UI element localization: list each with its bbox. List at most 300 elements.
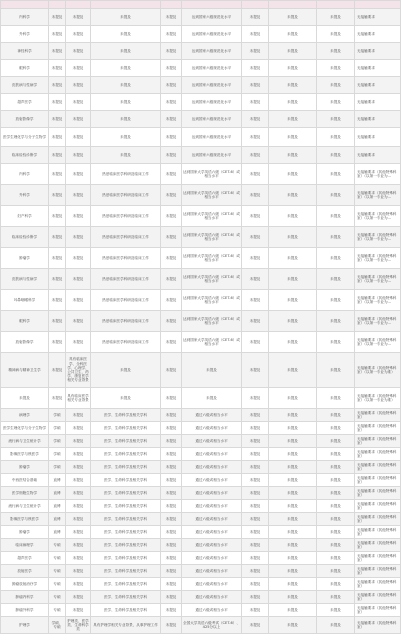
table-cell: 未提及 bbox=[66, 332, 91, 353]
table-cell: 通过六级或相当水平 bbox=[182, 487, 242, 500]
table-cell: 未提及 bbox=[317, 500, 355, 513]
table-cell: 未提及 bbox=[269, 111, 317, 128]
table-cell: 未提及 bbox=[161, 147, 182, 164]
table-cell: 未提及 bbox=[242, 227, 269, 248]
table-cell: 医学、生命科学及相关学科 bbox=[91, 552, 161, 565]
table-cell: 未提及 bbox=[317, 94, 355, 111]
table-cell: 未提及 bbox=[269, 9, 317, 26]
table-cell: 未提及 bbox=[66, 435, 91, 448]
table-cell: 超声医学 bbox=[1, 552, 49, 565]
table-cell: 未提及 bbox=[317, 147, 355, 164]
table-cell: 未提及 bbox=[242, 164, 269, 185]
table-cell: 未提及 bbox=[269, 60, 317, 77]
table-cell: 未提及 bbox=[161, 26, 182, 43]
table-cell: 未提及 bbox=[49, 43, 66, 60]
table-cell: 热爱临床医学科研及临床工作 bbox=[91, 290, 161, 311]
table-cell: 具有护理学相关专业背景，从事护理工作 bbox=[91, 617, 161, 634]
table-cell: 通过六级或相当水平 bbox=[182, 604, 242, 617]
table-cell: 未提及 bbox=[49, 353, 66, 388]
table-cell: 医学、生命科学及相关学科 bbox=[91, 513, 161, 526]
table-cell: 医学、生命科学及相关学科 bbox=[91, 565, 161, 578]
table-cell: 无接触要求（其他特殊科室） bbox=[355, 617, 401, 634]
table-cell: 无接触要求（其他特殊科室） bbox=[355, 487, 401, 500]
table-cell: 未提及 bbox=[242, 604, 269, 617]
table-cell: 未提及 bbox=[66, 60, 91, 77]
table-cell: 肿瘤放射治疗学 bbox=[1, 578, 49, 591]
table-row bbox=[1, 290, 401, 311]
table-cell: 无接触要求 bbox=[355, 147, 401, 164]
table-cell: 未提及 bbox=[317, 409, 355, 422]
table-cell: 未提及 bbox=[66, 111, 91, 128]
table-cell: 皮肤病与性病学 bbox=[1, 269, 49, 290]
table-cell: 达到国家六级规范化水平 bbox=[182, 94, 242, 111]
table-cell: 未提及 bbox=[49, 164, 66, 185]
table-cell: 未提及 bbox=[317, 269, 355, 290]
table-cell: 热爱临床医学科研及临床工作 bbox=[91, 227, 161, 248]
table-cell: 未提及 bbox=[269, 422, 317, 435]
table-cell: 未提及 bbox=[317, 461, 355, 474]
table-cell: 学硕 bbox=[49, 461, 66, 474]
table-cell: 未提及 bbox=[242, 526, 269, 539]
table-cell: 未提及 bbox=[66, 474, 91, 487]
table-cell: 未提及 bbox=[49, 206, 66, 227]
table-cell: 未提及 bbox=[161, 290, 182, 311]
table-cell: 未提及 bbox=[161, 526, 182, 539]
table-cell: 无接触要求（其他特殊科室） bbox=[355, 604, 401, 617]
table-cell: 医学、生命科学及相关学科 bbox=[91, 500, 161, 513]
table-cell: 未提及 bbox=[49, 269, 66, 290]
table-cell: 未提及 bbox=[269, 147, 317, 164]
table-cell: 未提及 bbox=[242, 539, 269, 552]
table-cell: 具有临床医学、全科医学、心理学、公共卫生、药学、康复医学相关专业背景 bbox=[66, 353, 91, 388]
table-cell: 未提及 bbox=[269, 578, 317, 591]
table-cell: 放射医学 bbox=[1, 565, 49, 578]
table-cell: 未提及 bbox=[269, 269, 317, 290]
table-cell: 未提及 bbox=[242, 77, 269, 94]
table-cell: 无接触要求（其他特殊科室） bbox=[355, 578, 401, 591]
table-cell: 未提及 bbox=[269, 290, 317, 311]
table-cell: 未提及 bbox=[49, 147, 66, 164]
table-cell: 未提及 bbox=[66, 269, 91, 290]
table-cell: 未提及 bbox=[66, 422, 91, 435]
table-cell: 专硕 bbox=[49, 539, 66, 552]
table-cell: 未提及 bbox=[317, 111, 355, 128]
table-cell: 未提及 bbox=[269, 311, 317, 332]
table-cell: 未提及 bbox=[317, 9, 355, 26]
table-cell: 未提及 bbox=[269, 43, 317, 60]
table-cell: 未提及 bbox=[66, 578, 91, 591]
table-cell: 未提及 bbox=[66, 94, 91, 111]
table-cell: 通过六级或相当水平 bbox=[182, 500, 242, 513]
table-cell: 达到国家六级规范化水平 bbox=[182, 43, 242, 60]
table-cell: 达到国家大学英语六级（CET-6）或相当水平 bbox=[182, 227, 242, 248]
table-row bbox=[1, 206, 401, 227]
table-cell: 全国大学英语六级考试（CET-6）、425分以上 bbox=[182, 617, 242, 634]
header-cell bbox=[242, 1, 269, 9]
table-cell: 未提及 bbox=[49, 128, 66, 147]
table-cell: 未提及 bbox=[269, 474, 317, 487]
table-cell: 无接触要求（其他特殊科室） bbox=[355, 474, 401, 487]
table-cell: 未提及 bbox=[317, 206, 355, 227]
table-cell: 无接触要求（其他特殊科室） bbox=[355, 513, 401, 526]
table-row bbox=[1, 9, 401, 26]
table-cell: 通过六级或相当水平 bbox=[182, 409, 242, 422]
table-cell: 医学生理化学与分子生物学 bbox=[1, 422, 49, 435]
table-cell: 无接触要求（其他特殊科室）（以第一专业为… bbox=[355, 311, 401, 332]
table-cell: 中西医结合基础 bbox=[1, 474, 49, 487]
table-cell: 未提及 bbox=[269, 353, 317, 388]
table-cell: 热爱临床医学科研及临床工作 bbox=[91, 164, 161, 185]
table-cell: 未提及 bbox=[269, 604, 317, 617]
table-cell: 未提及 bbox=[317, 26, 355, 43]
table-cell: 通过六级或相当水平 bbox=[182, 513, 242, 526]
table-cell: 未提及 bbox=[242, 43, 269, 60]
table-cell: 直博 bbox=[49, 487, 66, 500]
table-cell: 无接触要求（其他特殊科室） bbox=[355, 552, 401, 565]
table-cell: 未提及 bbox=[91, 9, 161, 26]
table-cell: 未提及 bbox=[49, 111, 66, 128]
table-cell: 无接触要求（其他特殊科室）（以第一专业为… bbox=[355, 290, 401, 311]
table-row bbox=[1, 353, 401, 388]
table-cell: 未提及 bbox=[161, 60, 182, 77]
table-row bbox=[1, 461, 401, 474]
table-cell: 未提及 bbox=[91, 128, 161, 147]
table-cell: 未提及 bbox=[242, 500, 269, 513]
table-cell: 专硕 bbox=[49, 591, 66, 604]
table-cell: 无接触要求（其他特殊科室） bbox=[355, 435, 401, 448]
table-cell: 未提及 bbox=[269, 248, 317, 269]
table-cell: 未提及 bbox=[161, 578, 182, 591]
table-cell: 神经科学 bbox=[1, 43, 49, 60]
table-cell: 未提及 bbox=[317, 60, 355, 77]
table-cell: 无接触要求 bbox=[355, 26, 401, 43]
table-cell: 未提及 bbox=[66, 604, 91, 617]
table-cell: 达到国家大学英语六级（CET-6）或相当水平 bbox=[182, 332, 242, 353]
table-cell: 医学、生命科学及相关学科 bbox=[91, 448, 161, 461]
table-cell: 未提及 bbox=[66, 164, 91, 185]
table-cell: 无接触要求（其他特殊科室）（以第一专业为准） bbox=[355, 388, 401, 409]
table-cell: 达到国家大学英语六级（CET-6）或相当水平 bbox=[182, 185, 242, 206]
table-cell: 医学、生命科学及相关学科 bbox=[91, 435, 161, 448]
table-cell: 未提及 bbox=[161, 461, 182, 474]
table-cell: 未提及 bbox=[242, 94, 269, 111]
table-row bbox=[1, 448, 401, 461]
table-cell: 无接触要求（其他特殊科室） bbox=[355, 409, 401, 422]
table-row bbox=[1, 604, 401, 617]
table-cell: 未提及 bbox=[269, 500, 317, 513]
table-cell: 未提及 bbox=[269, 513, 317, 526]
table-row bbox=[1, 474, 401, 487]
table-cell: 未提及 bbox=[242, 474, 269, 487]
table-cell: 医学、生命科学及相关学科 bbox=[91, 578, 161, 591]
table-cell: 未提及 bbox=[317, 591, 355, 604]
table-cell: 未提及 bbox=[317, 539, 355, 552]
table-row bbox=[1, 111, 401, 128]
table-cell: 通过六级或相当水平 bbox=[182, 552, 242, 565]
table-cell: 无接触要求 bbox=[355, 9, 401, 26]
header-cell bbox=[317, 1, 355, 9]
table-cell: 未提及 bbox=[161, 353, 182, 388]
table-cell: 无接触要求（其他特殊科室）（以第一专业为… bbox=[355, 248, 401, 269]
table-cell: 未提及 bbox=[242, 147, 269, 164]
table-cell: 未提及 bbox=[242, 60, 269, 77]
table-row bbox=[1, 526, 401, 539]
table-header-row bbox=[1, 1, 401, 9]
table-cell: 医学、生命科学及相关学科 bbox=[91, 604, 161, 617]
table-cell: 达到国家六级规范化水平 bbox=[182, 9, 242, 26]
table-cell: 达到国家大学英语六级（CET-6）或相当水平 bbox=[182, 290, 242, 311]
table-row bbox=[1, 552, 401, 565]
table-row bbox=[1, 409, 401, 422]
table-cell: 未提及 bbox=[161, 513, 182, 526]
table-cell: 未提及 bbox=[317, 164, 355, 185]
table-row bbox=[1, 77, 401, 94]
table-cell: 护理学 bbox=[1, 617, 49, 634]
table-cell: 未提及 bbox=[269, 409, 317, 422]
table-cell: 医学、生命科学及相关学科 bbox=[91, 526, 161, 539]
table-cell: 未提及 bbox=[49, 332, 66, 353]
table-cell: 未提及 bbox=[317, 435, 355, 448]
table-cell: 无接触要求 bbox=[355, 128, 401, 147]
table-cell: 未提及 bbox=[66, 409, 91, 422]
table-cell: 未提及 bbox=[317, 422, 355, 435]
table-cell: 未提及 bbox=[91, 94, 161, 111]
table-cell: 肿瘤学 bbox=[1, 526, 49, 539]
table-row bbox=[1, 422, 401, 435]
table-cell: 无接触要求（其他特殊科室）（以第一专业为… bbox=[355, 185, 401, 206]
table-cell: 未提及 bbox=[269, 26, 317, 43]
table-cell: 无接触要求（其他特殊科室）（以第一专业为… bbox=[355, 227, 401, 248]
table-cell: 医学、生命科学及相关学科 bbox=[91, 591, 161, 604]
table-cell: 未提及 bbox=[269, 539, 317, 552]
table-row bbox=[1, 500, 401, 513]
table-cell: 未提及 bbox=[161, 487, 182, 500]
table-row bbox=[1, 94, 401, 111]
table-cell: 未提及 bbox=[317, 617, 355, 634]
table-cell: 专硕 bbox=[49, 604, 66, 617]
table-cell: 未提及 bbox=[161, 227, 182, 248]
table-cell: 未提及 bbox=[242, 552, 269, 565]
table-cell: 临床病理学 bbox=[1, 539, 49, 552]
table-cell: 未提及 bbox=[161, 388, 182, 409]
table-cell: 未提及 bbox=[66, 591, 91, 604]
table-cell: 未提及 bbox=[161, 617, 182, 634]
table-cell: 热爱临床医学科研及临床工作 bbox=[91, 269, 161, 290]
table-cell: 热爱临床医学科研及临床工作 bbox=[91, 185, 161, 206]
table-cell: 未提及 bbox=[242, 591, 269, 604]
table-row bbox=[1, 147, 401, 164]
table-cell: 未提及 bbox=[317, 578, 355, 591]
table-cell: 放射影像学 bbox=[1, 111, 49, 128]
table-cell: 未提及 bbox=[66, 147, 91, 164]
table-cell: 具有临床医学相关专业背景 bbox=[66, 388, 91, 409]
table-cell: 未提及 bbox=[269, 435, 317, 448]
table-cell: 未提及 bbox=[161, 500, 182, 513]
table-row bbox=[1, 26, 401, 43]
table-row bbox=[1, 539, 401, 552]
table-cell: 未提及 bbox=[66, 539, 91, 552]
table-cell: 通过六级或相当水平 bbox=[182, 539, 242, 552]
table-row bbox=[1, 617, 401, 634]
table-cell: 未提及 bbox=[49, 248, 66, 269]
table-cell: 未提及 bbox=[49, 9, 66, 26]
header-cell bbox=[49, 1, 66, 9]
table-cell: 学硕 bbox=[49, 435, 66, 448]
table-cell: 未提及 bbox=[269, 617, 317, 634]
header-cell bbox=[66, 1, 91, 9]
table-cell: 专硕 bbox=[49, 552, 66, 565]
table-cell: 未提及 bbox=[242, 565, 269, 578]
table-cell: 临床检验诊断学 bbox=[1, 147, 49, 164]
table-cell: 未提及 bbox=[161, 206, 182, 227]
table-cell: 达到国家六级规范化水平 bbox=[182, 128, 242, 147]
table-cell: 未提及 bbox=[49, 60, 66, 77]
table-cell: 通过六级或相当水平 bbox=[182, 578, 242, 591]
table-cell: 肿瘤内科学 bbox=[1, 591, 49, 604]
table-cell: 未提及 bbox=[161, 552, 182, 565]
table-cell: 未提及 bbox=[317, 604, 355, 617]
table-cell: 未提及 bbox=[317, 552, 355, 565]
table-cell: 未提及 bbox=[91, 388, 161, 409]
table-cell: 直博 bbox=[49, 500, 66, 513]
table-cell: 未提及 bbox=[66, 9, 91, 26]
header-cell bbox=[161, 1, 182, 9]
table-row bbox=[1, 60, 401, 77]
table-cell: 医学、生命科学及相关学科 bbox=[91, 474, 161, 487]
table-cell: 外科学 bbox=[1, 185, 49, 206]
table-cell: 未提及 bbox=[161, 111, 182, 128]
table-cell: 热爱临床医学科研及临床工作 bbox=[91, 311, 161, 332]
table-cell: 肿瘤学 bbox=[1, 461, 49, 474]
table-cell: 未提及 bbox=[317, 474, 355, 487]
table-cell: 未提及 bbox=[317, 388, 355, 409]
table-cell: 无接触要求 bbox=[355, 111, 401, 128]
table-cell: 无接触要求（其他特殊科室）（以第一专业为… bbox=[355, 206, 401, 227]
table-cell: 未提及 bbox=[269, 591, 317, 604]
table-row bbox=[1, 269, 401, 290]
table-cell: 未提及 bbox=[242, 409, 269, 422]
table-cell: 肿瘤学 bbox=[1, 248, 49, 269]
table-cell: 未提及 bbox=[49, 290, 66, 311]
table-cell: 未提及 bbox=[242, 435, 269, 448]
table-cell: 达到国家大学英语六级（CET-6）或相当水平 bbox=[182, 206, 242, 227]
table-cell: 未提及 bbox=[242, 311, 269, 332]
table-cell: 未提及 bbox=[242, 26, 269, 43]
table-row bbox=[1, 388, 401, 409]
table-cell: 眼科学 bbox=[1, 60, 49, 77]
header-cell bbox=[91, 1, 161, 9]
table-cell: 热爱临床医学科研及临床工作 bbox=[91, 206, 161, 227]
table-cell: 未提及 bbox=[91, 77, 161, 94]
table-cell: 未提及 bbox=[66, 128, 91, 147]
table-row bbox=[1, 513, 401, 526]
header-cell bbox=[182, 1, 242, 9]
table-cell: 未提及 bbox=[242, 422, 269, 435]
table-cell: 无接触要求 bbox=[355, 60, 401, 77]
header-cell bbox=[1, 1, 49, 9]
table-cell: 肿瘤外科学 bbox=[1, 604, 49, 617]
table-cell: 未提及 bbox=[66, 26, 91, 43]
table-cell: 未提及 bbox=[242, 111, 269, 128]
table-cell: 学硕 bbox=[49, 448, 66, 461]
table-cell: 医学、生命科学及相关学科 bbox=[91, 461, 161, 474]
table-cell: 未提及 bbox=[91, 147, 161, 164]
table-cell: 未提及 bbox=[161, 269, 182, 290]
table-cell: 未提及 bbox=[161, 77, 182, 94]
table-cell: 皮肤病与性病学 bbox=[1, 77, 49, 94]
table-cell: 通过六级或相当水平 bbox=[182, 461, 242, 474]
table-cell: 未提及 bbox=[242, 206, 269, 227]
table-cell: 未提及 bbox=[242, 513, 269, 526]
table-cell: 无接触要求 bbox=[355, 94, 401, 111]
table-cell: 未提及 bbox=[161, 164, 182, 185]
table-cell: 内科学 bbox=[1, 164, 49, 185]
table-cell: 医学生理化学与分子生物学 bbox=[1, 128, 49, 147]
table-cell: 未提及 bbox=[49, 311, 66, 332]
table-cell: 无接触要求 bbox=[355, 77, 401, 94]
table-cell: 未提及 bbox=[66, 43, 91, 60]
table-cell: 未提及 bbox=[66, 227, 91, 248]
table-cell: 未提及 bbox=[161, 94, 182, 111]
table-row bbox=[1, 332, 401, 353]
table-cell: 医学、生命科学及相关学科 bbox=[91, 409, 161, 422]
table-cell: 达到国家六级规范化水平 bbox=[182, 77, 242, 94]
table-cell: 无接触要求（其他特殊科室） bbox=[355, 526, 401, 539]
table-cell: 未提及 bbox=[66, 248, 91, 269]
table-cell: 未提及 bbox=[161, 591, 182, 604]
table-cell: 达到国家六级规范化水平 bbox=[182, 147, 242, 164]
table-cell: 未提及 bbox=[269, 185, 317, 206]
table-cell: 未提及 bbox=[269, 164, 317, 185]
table-cell: 流行病与卫生统计学 bbox=[1, 435, 49, 448]
table-row bbox=[1, 164, 401, 185]
table-cell: 未提及 bbox=[269, 461, 317, 474]
table-cell: 通过六级或相当水平 bbox=[182, 448, 242, 461]
table-cell: 未提及 bbox=[66, 185, 91, 206]
table-cell: 未提及 bbox=[317, 128, 355, 147]
table-cell: 未提及 bbox=[161, 565, 182, 578]
table-cell: 未提及 bbox=[91, 353, 161, 388]
table-cell: 未提及 bbox=[49, 94, 66, 111]
table-cell: 未提及 bbox=[242, 269, 269, 290]
table-cell: 未提及 bbox=[66, 487, 91, 500]
table-cell: 直博 bbox=[49, 474, 66, 487]
header-cell bbox=[269, 1, 317, 9]
table-cell: 未提及 bbox=[161, 332, 182, 353]
table-cell: 未提及 bbox=[66, 565, 91, 578]
table-cell: 未提及 bbox=[242, 248, 269, 269]
table-cell: 未提及 bbox=[66, 461, 91, 474]
table-cell: 影像医学与核医学 bbox=[1, 513, 49, 526]
table-cell: 直博 bbox=[49, 526, 66, 539]
table-cell: 未提及 bbox=[317, 227, 355, 248]
table-cell: 无接触要求（其他特殊科室）（以第一专业为… bbox=[355, 332, 401, 353]
table-cell: 通过六级或相当水平 bbox=[182, 565, 242, 578]
table-cell: 未提及 bbox=[317, 311, 355, 332]
table-cell: 无接触要求（其他特殊科室） bbox=[355, 591, 401, 604]
table-cell: 未提及 bbox=[66, 311, 91, 332]
table-cell: 未提及 bbox=[91, 43, 161, 60]
table-cell: 学硕 bbox=[49, 422, 66, 435]
table-cell: 未提及 bbox=[161, 604, 182, 617]
table-cell: 未提及 bbox=[269, 565, 317, 578]
table-cell: 未提及 bbox=[242, 578, 269, 591]
table-cell: 医学、生命科学及相关学科 bbox=[91, 487, 161, 500]
header-cell bbox=[355, 1, 401, 9]
table-cell: 未提及 bbox=[317, 248, 355, 269]
table-cell: 未提及 bbox=[161, 448, 182, 461]
table-cell: 未提及 bbox=[161, 539, 182, 552]
